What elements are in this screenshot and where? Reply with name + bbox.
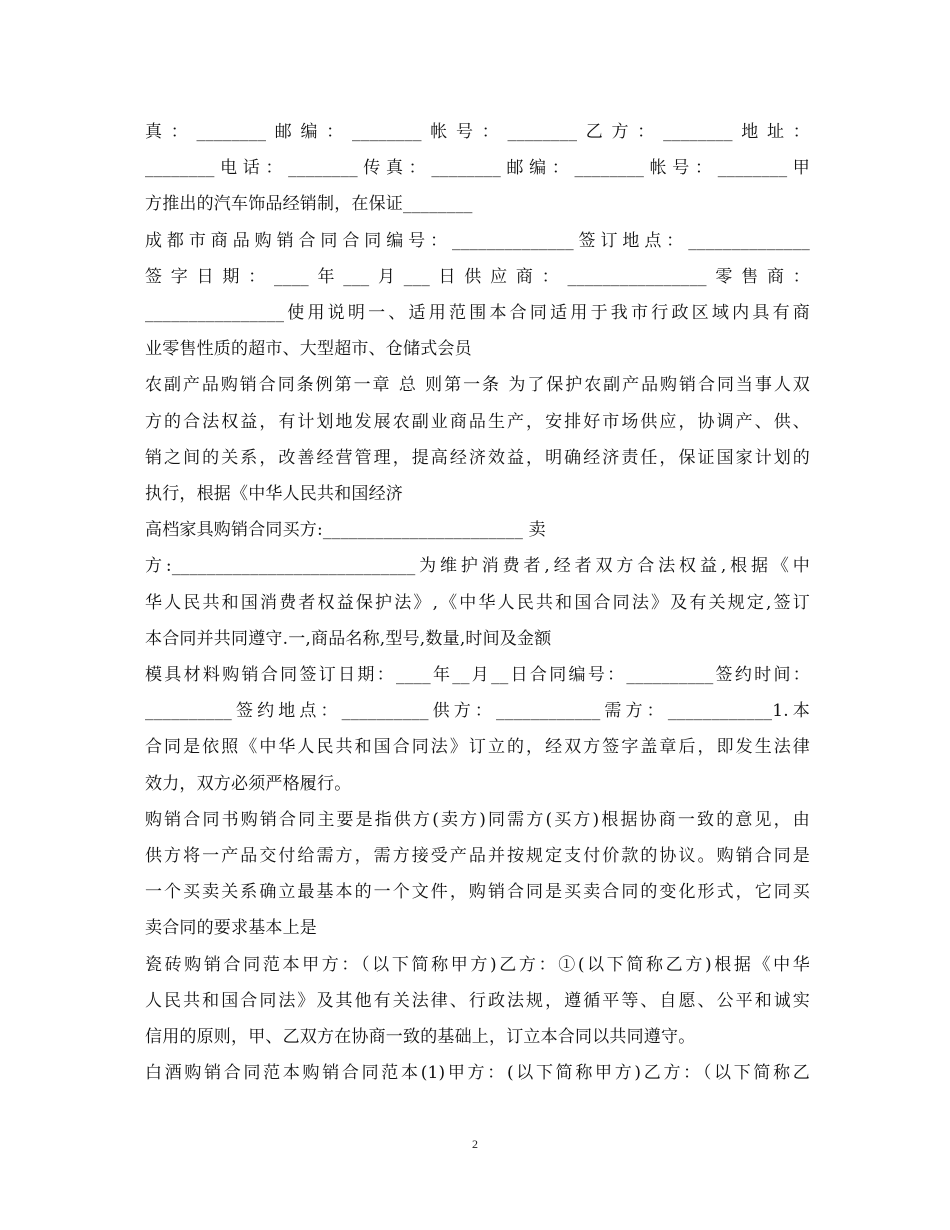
text-line: 华人民共和国消费者权益保护法》,《中华人民共和国合同法》及有关规定,签订 bbox=[145, 592, 810, 613]
paragraph-mold-materials bbox=[145, 657, 810, 802]
paragraph-auto-accessories bbox=[145, 114, 810, 223]
text-line: 人民共和国合同法》及其他有关法律、行政法规，遵循平等、自愿、公平和诚实 bbox=[145, 990, 810, 1011]
page-number: 2 bbox=[472, 1137, 478, 1151]
text-line: 购销合同书购销合同主要是指供方(卖方)同需方(买方)根据协商一致的意见，由 bbox=[145, 809, 810, 830]
text-line: 卖合同的要求基本上是 bbox=[145, 918, 317, 939]
text-line: 合同是依照《中华人民共和国合同法》订立的，经双方签字盖章后，即发生法律 bbox=[145, 737, 810, 758]
text-line: 白酒购销合同范本购销合同范本(1)甲方：(以下简称甲方)乙方：（以下简称乙 bbox=[145, 1063, 810, 1084]
text-line: 信用的原则，甲、乙双方在协商一致的基础上，订立本合同以共同遵守。 bbox=[145, 1027, 696, 1048]
text-line: 供方将一产品交付给需方，需方接受产品并按规定支付价款的协议。购销合同是 bbox=[145, 846, 810, 867]
paragraph-sales-contract-definition bbox=[145, 802, 810, 947]
text-line: 方推出的汽车饰品经销制，在保证________ bbox=[145, 194, 473, 215]
text-line: 成都市商品购销合同合同编号：______________签订地点：______________ bbox=[145, 230, 810, 251]
text-line: 签字日期：____年___月___日供应商：________________零售商： bbox=[145, 266, 810, 287]
text-line: 模具材料购销合同签订日期：____年__月__日合同编号：__________签约时间： bbox=[145, 665, 810, 686]
paragraph-liquor-contract bbox=[145, 1055, 810, 1091]
paragraph-agricultural-regulations bbox=[145, 367, 810, 512]
text-line: 方的合法权益，有计划地发展农副业商品生产，安排好市场供应，协调产、供、 bbox=[145, 411, 810, 432]
paragraph-tile-contract bbox=[145, 947, 810, 1056]
text-line: 高档家具购销合同买方:_______________________ 卖 bbox=[145, 520, 546, 541]
document-body bbox=[145, 114, 810, 1091]
text-line: 业零售性质的超市、大型超市、仓储式会员 bbox=[145, 339, 472, 360]
text-line: 效力，双方必须严格履行。 bbox=[145, 773, 352, 794]
text-line: 方:____________________________为维护消费者,经者双方合法权益,根据《中 bbox=[145, 556, 810, 577]
paragraph-furniture-contract bbox=[145, 512, 810, 657]
text-line: 销之间的关系，改善经营管理，提高经济效益，明确经济责任，保证国家计划的 bbox=[145, 447, 810, 468]
text-line: 一个买卖关系确立最基本的一个文件，购销合同是买卖合同的变化形式，它同买 bbox=[145, 882, 810, 903]
paragraph-chengdu-contract bbox=[145, 223, 810, 368]
text-line: 瓷砖购销合同范本甲方：（以下简称甲方)乙方：①(以下简称乙方)根据《中华 bbox=[145, 954, 810, 975]
text-line: 执行，根据《中华人民共和国经济 bbox=[145, 484, 403, 505]
text-line: 真：________邮编：________帐号：________乙方：________地址： bbox=[145, 122, 810, 142]
text-line: ________电话：________传真：________邮编：________帐号：________甲 bbox=[145, 158, 810, 179]
text-line: __________签约地点：__________供方：____________需方：____________1.本 bbox=[145, 701, 810, 722]
text-line: 农副产品购销合同条例第一章 总 则第一条 为了保护农副产品购销合同当事人双 bbox=[145, 375, 810, 396]
text-line: ________________使用说明一、适用范围本合同适用于我市行政区域内具有商 bbox=[145, 303, 810, 324]
text-line: 本合同并共同遵守.一,商品名称,型号,数量,时间及金额 bbox=[145, 628, 552, 649]
